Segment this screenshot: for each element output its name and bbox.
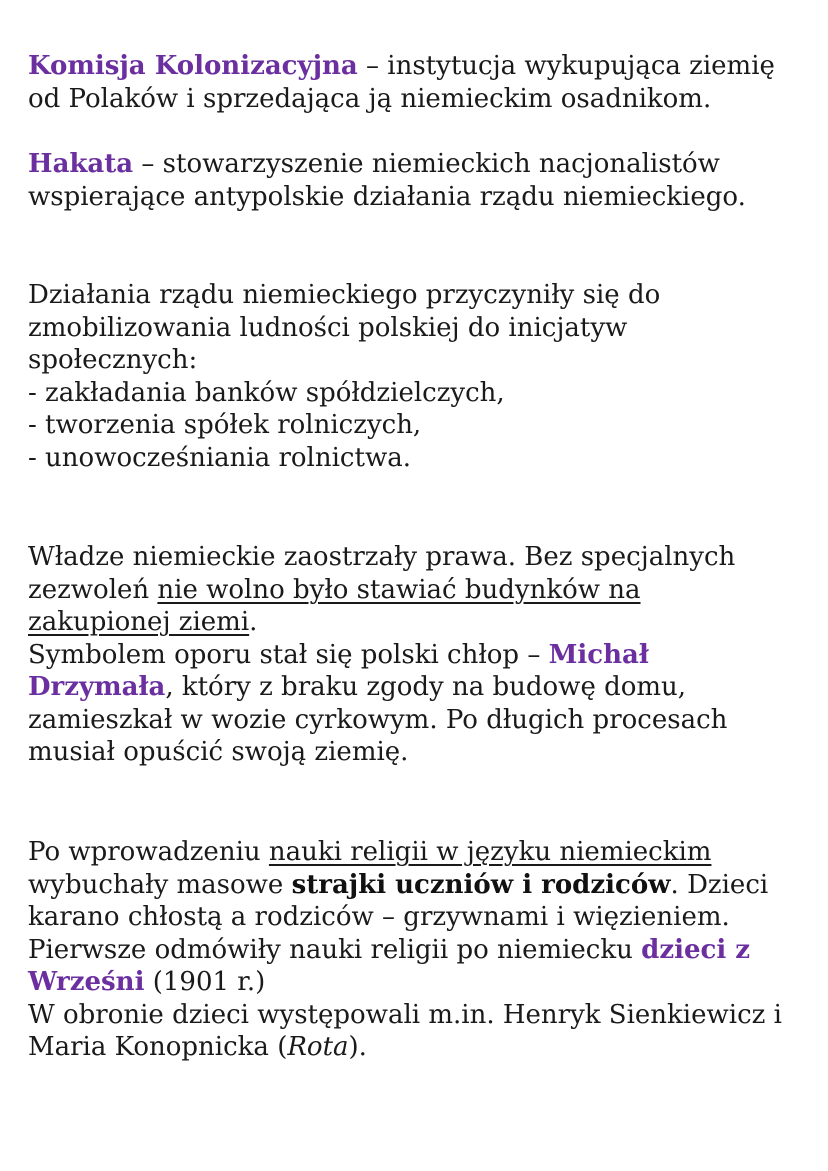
wladze-line-4 [28,639,808,672]
dzialania-line-1: Działania rządu niemieckiego przyczyniły się do [28,280,661,310]
wladze-underlined-1: nie wolno było stawiać budynków na [157,574,641,605]
religia-line-4-plain: Pierwsze odmówiły nauki religii po niemiecku [28,934,642,965]
religia-paragraph [28,836,808,1064]
religia-line-2-plain: wybuchały masowe [28,869,292,900]
wladze-line-2 [28,574,808,607]
komisja-definition: – instytucja wykupująca ziemię [357,51,775,81]
hakata-term: Hakata [28,149,134,179]
wladze-line-5-plain: , który z braku zgody na budowę domu, [165,672,687,702]
hakata-paragraph [28,148,808,213]
wladze-line-2-plain: zezwoleń [28,574,158,605]
religia-line-6: W obronie dzieci występowali m.in. Henryk Sienkiewicz i [28,999,782,1030]
wladze-line-1: Władze niemieckie zaostrzały prawa. Bez specjalnych [28,542,736,572]
religia-line-7-end: ). [348,1032,367,1062]
wrzesnia-term-2: Wrześni [28,967,145,997]
wladze-line-5 [28,671,808,704]
wladze-line-7: musiał opuścić swoją ziemię. [28,737,409,767]
komisja-line-1 [28,50,808,83]
list-item: - tworzenia spółek rolniczych, [28,410,422,440]
hakata-definition: – stowarzyszenie niemieckich nacjonalistów [133,149,720,179]
list-item: - zakładania banków spółdzielczych, [28,377,505,408]
drzymala-term-2: Drzymała [28,672,166,702]
religia-line-1 [28,836,808,869]
wrzesnia-term-1: dzieci z [641,934,751,965]
rota-italic: Rota [287,1032,349,1062]
wladze-line-6: zamieszkał w wozie cyrkowym. Po długich procesach [28,704,728,735]
religia-line-5 [28,966,808,999]
religia-line-2 [28,869,808,902]
dzialania-line-3: społecznych: [28,345,198,375]
wladze-paragraph [28,541,808,769]
wladze-line-4-plain: Symbolem oporu stał się polski chłop – [28,639,549,670]
dzialania-line-2: zmobilizowania ludności polskiej do inicjatyw [28,312,628,343]
religia-line-4 [28,934,808,967]
religia-line-3: karano chłostą a rodziców – grzywnami i więzieniem. [28,902,730,932]
hakata-line-2: wspierające antypolskie działania rządu niemieckiego. [28,181,746,212]
religia-underlined: nauki religii w języku niemieckim [268,837,712,867]
list-item: - unowocześniania rolnictwa. [28,442,411,473]
religia-line-2-end: . Dzieci [670,869,769,900]
religia-line-1-plain: Po wprowadzeniu [28,837,269,867]
religia-line-7-plain: Maria Konopnicka ( [28,1032,288,1062]
komisja-term: Komisja Kolonizacyjna [28,51,358,81]
wladze-line-3-end: . [249,607,258,637]
wladze-underlined-2: zakupionej ziemi [28,607,250,637]
hakata-line-1 [28,148,808,181]
komisja-line-2: od Polaków i sprzedająca ją niemieckim osadnikom. [28,83,712,114]
strajki-bold: strajki uczniów i rodziców [291,869,671,900]
wladze-line-3 [28,606,808,639]
drzymala-term-1: Michał [548,639,649,670]
komisja-paragraph [28,50,808,115]
religia-line-5-plain: (1901 r.) [144,967,266,997]
religia-line-7 [28,1031,808,1064]
dzialania-paragraph [28,279,808,474]
